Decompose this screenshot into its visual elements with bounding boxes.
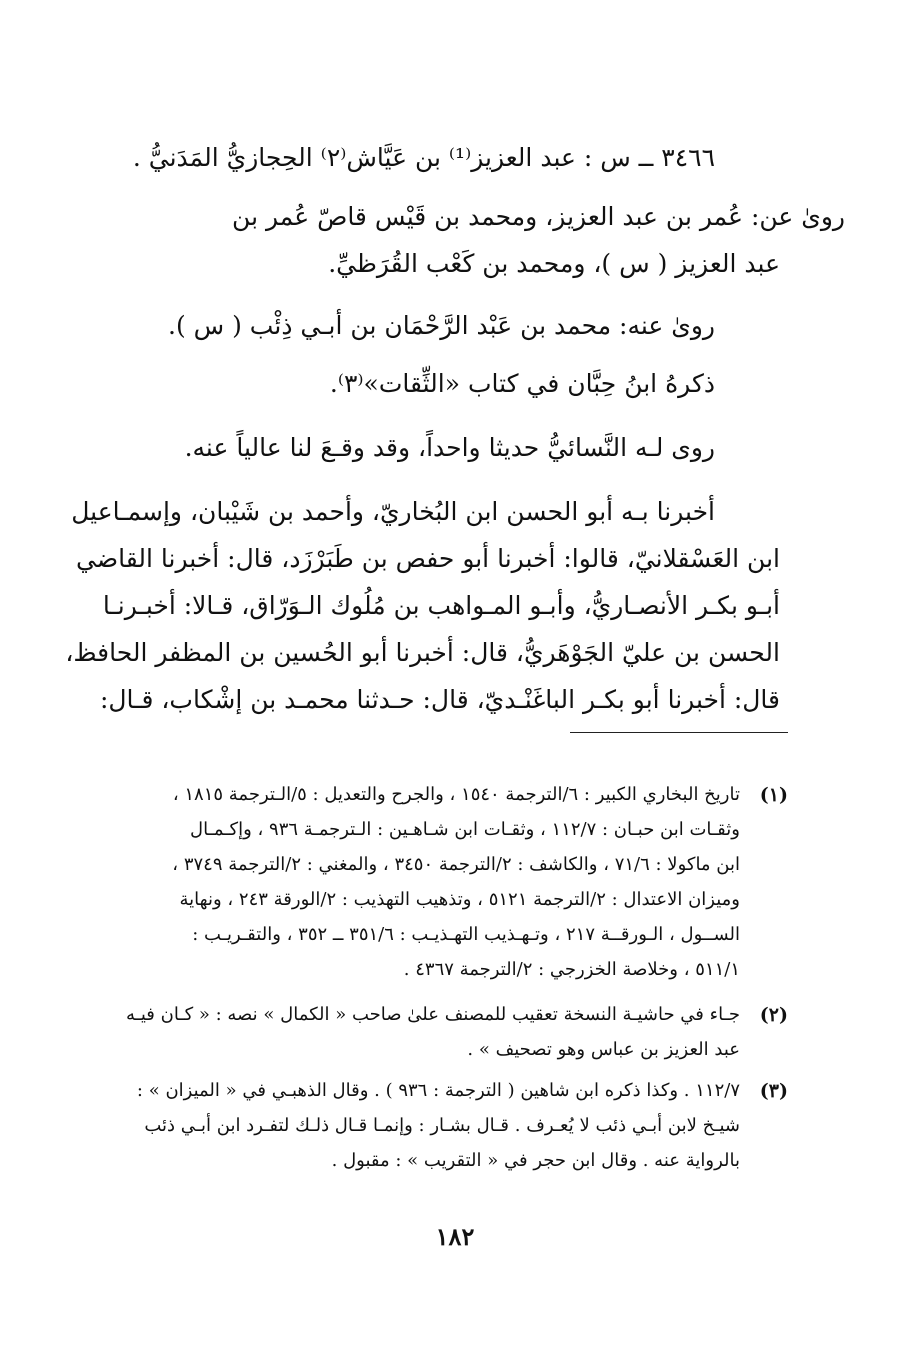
footnote-3-line-3: بالرواية عنه . وقال ابن حجر في « التقريب » : مقبول . bbox=[331, 1150, 740, 1171]
footnote-1-line-1: تاريخ البخاري الكبير : ٦/الترجمة ١٥٤٠ ، والجرح والتعديل : ٥/الـترجمة ١٨١٥ ، bbox=[172, 784, 740, 805]
footnote-1-line-6: ٥١١/١ ، وخلاصة الخزرجي : ٢/الترجمة ٤٣٦٧ . bbox=[403, 959, 740, 980]
footnote-1-line-2: وثقـات ابن حبـان : ١١٢/٧ ، وثقـات ابن شـاهـين : الـترجمـة ٩٣٦ ، وإكـمـال bbox=[190, 819, 740, 840]
footnote-separator bbox=[570, 732, 788, 733]
page-number: ١٨٢ bbox=[435, 1222, 475, 1251]
narrated-from-line-1: روىٰ عن: عُمر بن عبد العزيز، ومحمد بن قَيْس قاصّ عُمر بن bbox=[232, 202, 845, 231]
footnote-2-line-2: عبد العزيز بن عباس وهو تصحيف » . bbox=[467, 1039, 740, 1060]
footnote-3-line-2: شيـخ لابن أبـي ذئب لا يُعـرف . قـال بشـار : وإنمـا قـال ذلـك لتفـرد ابن أبـي ذئب bbox=[144, 1115, 740, 1136]
isnad-line-4: الحسن بن عليّ الجَوْهَريُّ، قال: أخبرنا أبو الحُسين بن المظفر الحافظ، bbox=[65, 638, 780, 667]
entry-heading: ٣٤٦٦ ــ س : عبد العزيز⁽¹⁾ بن عَيَّاش⁽٢⁾ الحِجازيُّ المَدَنيُّ . bbox=[132, 143, 715, 172]
narrated-from-line-2: عبد العزيز ( س )، ومحمد بن كَعْب القُرَظيِّ. bbox=[328, 249, 780, 278]
footnote-3-line-1: ١١٢/٧ . وكذا ذكره ابن شاهين ( الترجمة : ٩٣٦ ) . وقال الذهبـي في « الميزان » : bbox=[136, 1080, 740, 1101]
isnad-line-1: أخبرنا بـه أبو الحسن ابن البُخاريّ، وأحمد بن شَيْبان، وإسمـاعيل bbox=[71, 497, 715, 526]
narrated-by-line: روىٰ عنه: محمد بن عَبْد الرَّحْمَان بن أبـي ذِئْب ( س ). bbox=[168, 311, 715, 340]
footnote-2-number: (٢) bbox=[759, 1004, 788, 1026]
nasai-line: روى لـه النَّسائيُّ حديثا واحداً، وقد وقـعَ لنا عالياً عنه. bbox=[184, 433, 715, 462]
footnote-1-line-3: ابن ماكولا : ٧١/٦ ، والكاشف : ٢/الترجمة ٣٤٥٠ ، والمغني : ٢/الترجمة ٣٧٤٩ ، bbox=[172, 854, 740, 875]
isnad-line-2: ابن العَسْقلانيّ، قالوا: أخبرنا أبو حفص بن طَبَرْزَد، قال: أخبرنا القاضي bbox=[76, 544, 780, 573]
footnote-1-line-5: الســول ، الـورقــة ٢١٧ ، وتـهـذيب التهـذيـب : ٣٥١/٦ ــ ٣٥٢ ، والتقـريـب : bbox=[192, 924, 740, 945]
footnote-3-number: (٣) bbox=[759, 1080, 788, 1102]
footnote-2-line-1: جـاء في حاشيـة النسخة تعقيب للمصنف علىٰ صاحب « الكمال » نصه : « كـان فيـه bbox=[125, 1004, 740, 1025]
isnad-line-3: أبـو بكـر الأنصـاريُّ، وأبـو المـواهب بن مُلُوك الـوَرّاق، قـالا: أخبـرنـا bbox=[102, 591, 780, 620]
footnote-1-line-4: وميزان الاعتدال : ٢/الترجمة ٥١٢١ ، وتذهيب التهذيب : ٢/الورقة ٢٤٣ ، ونهاية bbox=[179, 889, 740, 910]
mention-line: ذكرهُ ابنُ حِبَّان في كتاب «الثِّقات»⁽٣⁾. bbox=[329, 369, 715, 398]
isnad-line-5: قال: أخبرنا أبو بكـر الباغَنْـديّ، قال: حـدثنا محمـد بن إشْكاب، قـال: bbox=[99, 685, 780, 714]
footnote-1-number: (١) bbox=[759, 784, 788, 806]
